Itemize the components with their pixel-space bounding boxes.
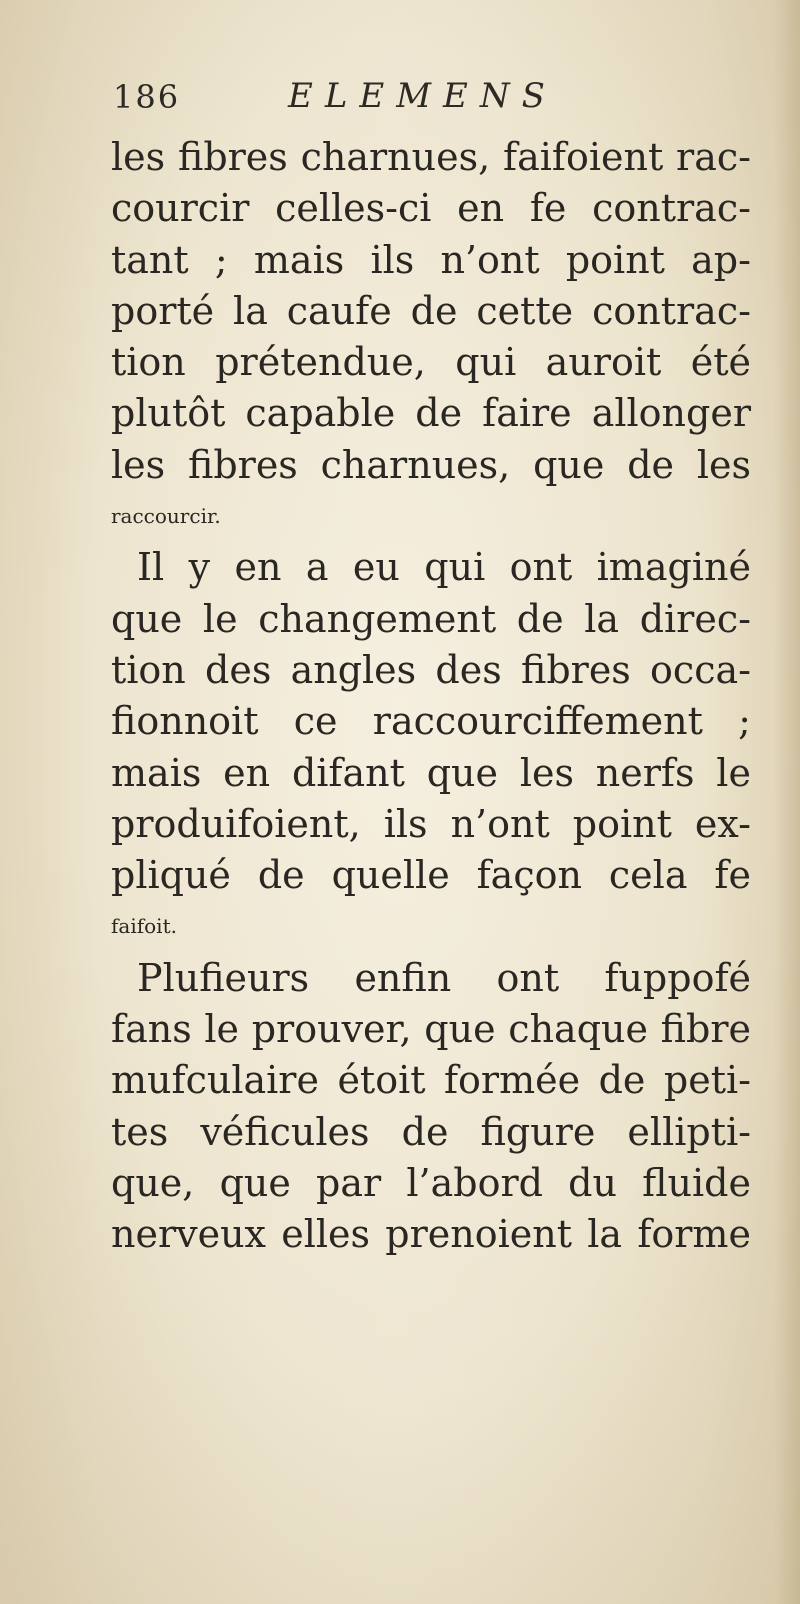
text-line: fionnoit ce raccourciffement ;	[111, 699, 751, 744]
text-line: les fibres charnues, que de les	[111, 442, 751, 487]
text-line: que le changement de la direc-	[111, 596, 751, 641]
page-number: 186	[113, 78, 181, 116]
running-head: ELEMENS	[288, 76, 557, 116]
text-line: mufculaire étoit formée de peti-	[111, 1058, 751, 1103]
text-line: nerveux elles prenoient la forme	[111, 1212, 751, 1257]
text-line: que, que par l’abord du fluide	[111, 1160, 751, 1205]
text-line: les fibres charnues, faifoient rac-	[111, 135, 751, 179]
page-header	[113, 72, 573, 122]
page-edge-shadow	[774, 0, 800, 1604]
text-line: tes véficules de figure ellipti-	[111, 1109, 751, 1154]
body-text	[111, 132, 751, 1261]
text-line: plutôt capable de faire allonger	[111, 391, 751, 436]
text-line: courcir celles-ci en fe contrac-	[111, 186, 751, 231]
text-line: fans le prouver, que chaque fibre	[111, 1007, 751, 1052]
text-line: tant ; mais ils n’ont point ap-	[111, 237, 751, 282]
text-line: tion des angles des fibres occa-	[111, 647, 751, 692]
text-line: faifoit.	[111, 914, 177, 939]
text-line: tion prétendue, qui auroit été	[111, 340, 751, 385]
text-line: produifoient, ils n’ont point ex-	[111, 801, 751, 846]
text-line: Il y en a eu qui ont imaginé	[137, 545, 751, 590]
text-line: raccourcir.	[111, 504, 221, 529]
text-line: Plufieurs enfin ont fuppofé	[137, 955, 751, 1000]
text-line: porté la caufe de cette contrac-	[111, 288, 751, 333]
text-line: pliqué de quelle façon cela fe	[111, 853, 751, 898]
text-line: mais en difant que les nerfs le	[111, 750, 751, 795]
